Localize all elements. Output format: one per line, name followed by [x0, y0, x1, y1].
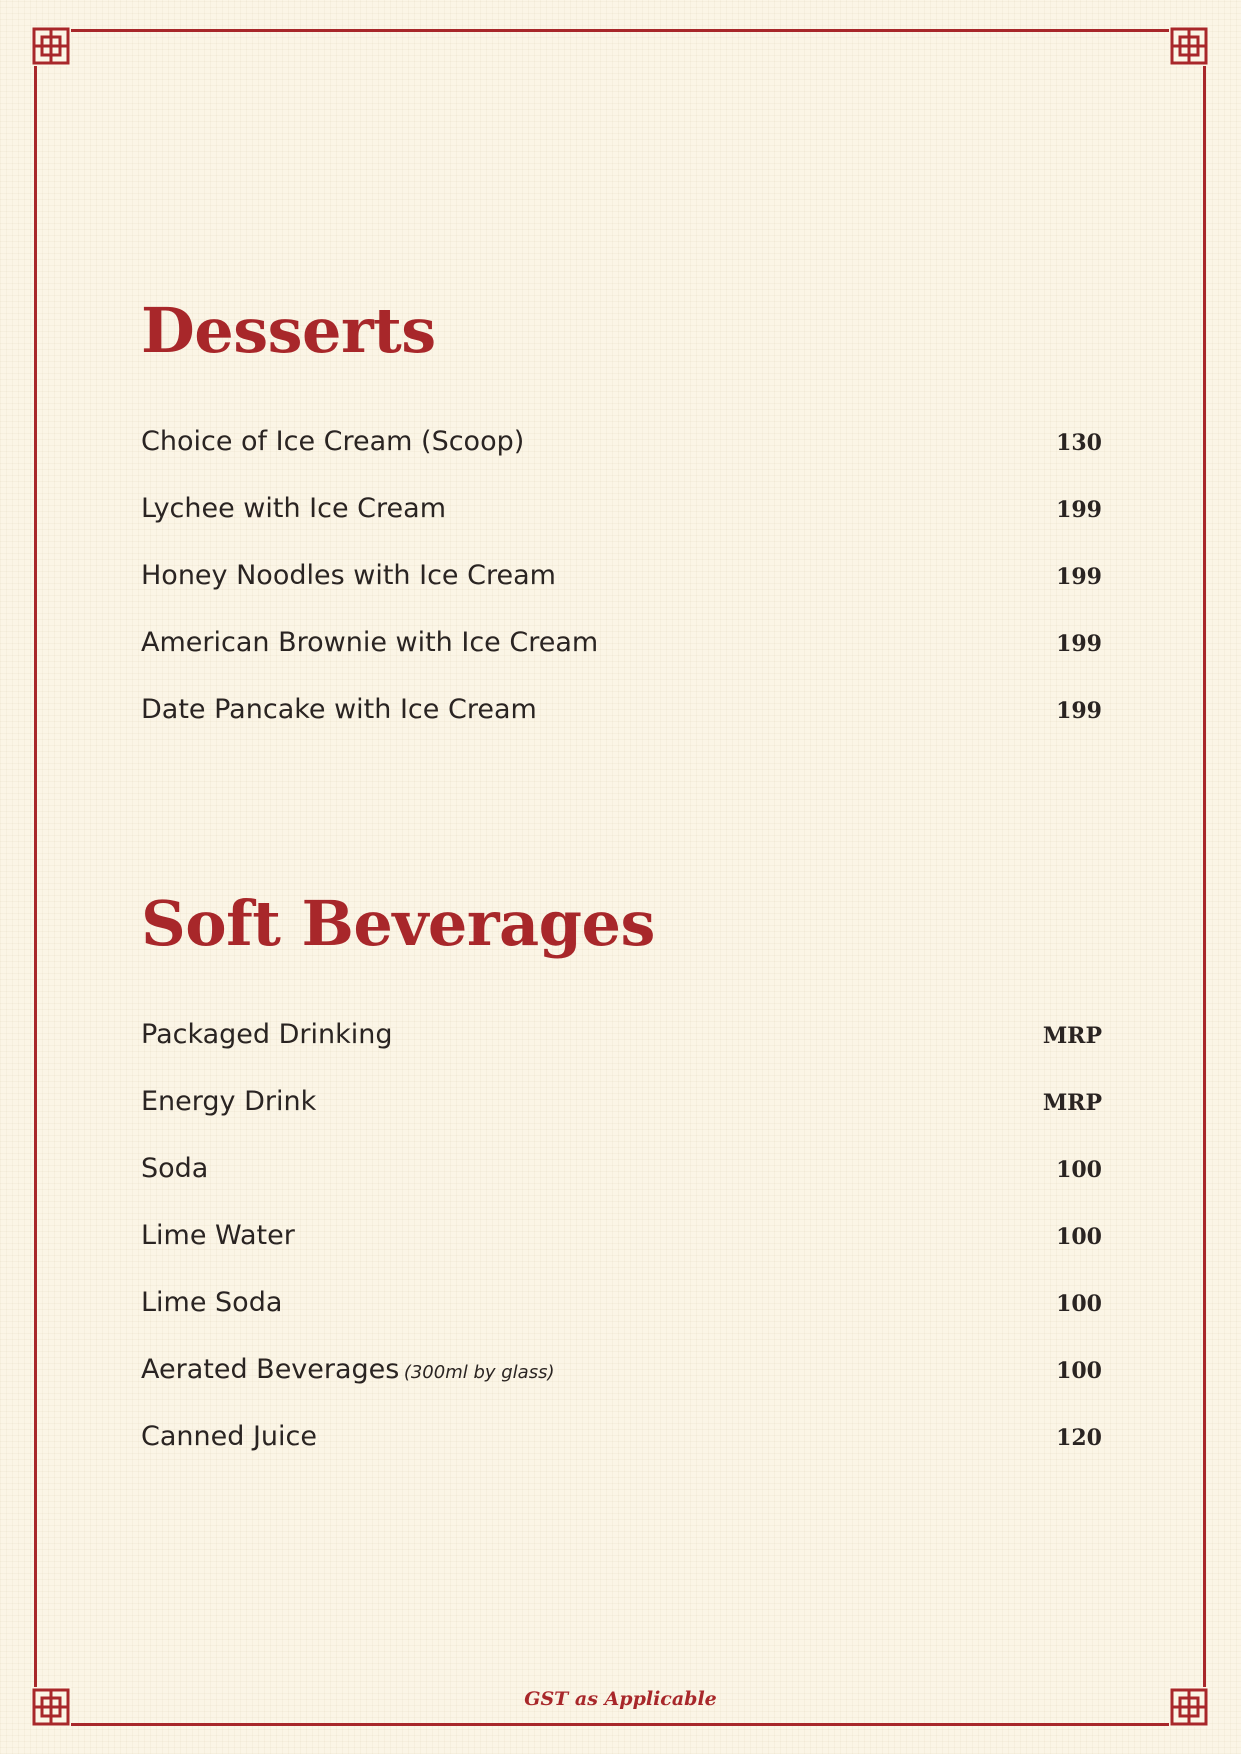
item-name: American Brownie with Ice Cream — [141, 627, 599, 658]
fret-knot-icon — [31, 26, 71, 66]
item-price: 199 — [1056, 564, 1102, 590]
item-price: MRP — [1042, 1023, 1102, 1049]
footer-note: GST as Applicable — [524, 1688, 717, 1710]
item-price: 120 — [1056, 1425, 1102, 1451]
menu-item — [141, 1287, 1102, 1354]
soft-beverages-heading: Soft Beverages — [141, 887, 655, 960]
menu-item — [141, 1019, 1102, 1086]
item-name: Energy Drink — [141, 1086, 317, 1117]
item-name: Honey Noodles with Ice Cream — [141, 560, 556, 591]
item-price: 130 — [1056, 430, 1102, 456]
item-name: Aerated Beverages — [141, 1354, 400, 1385]
item-price: 100 — [1056, 1291, 1102, 1317]
menu-item — [141, 560, 1102, 627]
item-name: Canned Juice — [141, 1421, 317, 1452]
item-price: 199 — [1056, 497, 1102, 523]
item-price: 100 — [1056, 1157, 1102, 1183]
item-price: 100 — [1056, 1358, 1102, 1384]
item-name-group — [141, 1354, 554, 1385]
item-name: Lime Soda — [141, 1287, 283, 1318]
beverages-list — [141, 1019, 1102, 1488]
menu-item — [141, 694, 1102, 761]
menu-item — [141, 627, 1102, 694]
item-price: 199 — [1056, 631, 1102, 657]
menu-item — [141, 493, 1102, 560]
item-name: Date Pancake with Ice Cream — [141, 694, 537, 725]
item-name: Soda — [141, 1153, 209, 1184]
fret-knot-icon — [1169, 26, 1209, 66]
item-price: 100 — [1056, 1224, 1102, 1250]
item-name: Lychee with Ice Cream — [141, 493, 446, 524]
desserts-list — [141, 426, 1102, 761]
menu-item — [141, 1086, 1102, 1153]
menu-item — [141, 1220, 1102, 1287]
desserts-heading: Desserts — [141, 294, 436, 367]
menu-item — [141, 1153, 1102, 1220]
item-price: 199 — [1056, 698, 1102, 724]
item-name: Packaged Drinking — [141, 1019, 393, 1050]
item-name: Choice of Ice Cream (Scoop) — [141, 426, 525, 457]
menu-item — [141, 1354, 1102, 1421]
menu-item — [141, 1421, 1102, 1488]
menu-item — [141, 426, 1102, 493]
item-note: (300ml by glass) — [403, 1362, 555, 1383]
item-price: MRP — [1042, 1090, 1102, 1116]
item-name: Lime Water — [141, 1220, 295, 1251]
